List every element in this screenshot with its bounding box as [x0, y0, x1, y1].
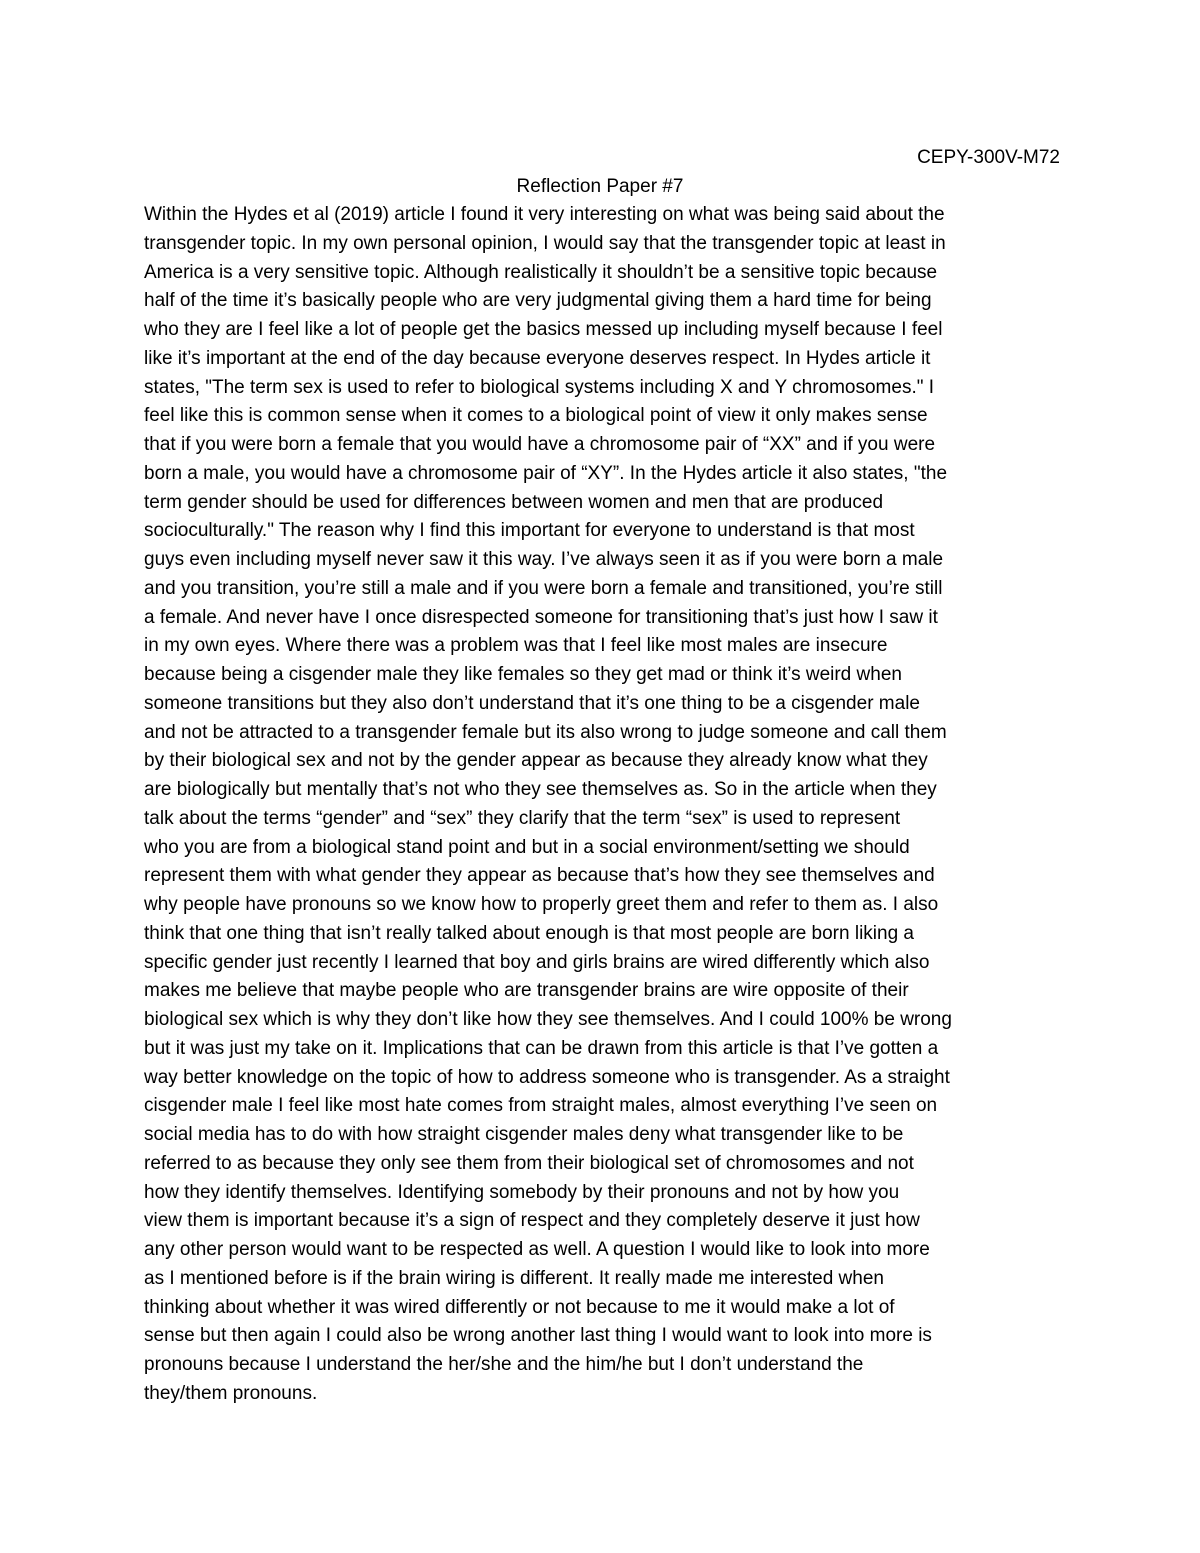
body-line: cisgender male I feel like most hate comes from straight males, almost everything I’ve seen on: [144, 1095, 938, 1117]
body-line: social media has to do with how straight cisgender males deny what transgender like to be: [144, 1124, 904, 1145]
body-line: any other person would want to be respected as well. A question I would like to look into more: [144, 1239, 930, 1260]
body-line: as I mentioned before is if the brain wiring is different. It really made me interested when: [144, 1267, 884, 1289]
body-line: think that one thing that isn’t really talked about enough is that most people are born liking a: [144, 922, 914, 944]
body-line: by their biological sex and not by the gender appear as because they already know what they: [144, 750, 928, 772]
body-line: biological sex which is why they don’t like how they see themselves. And I could 100% be wrong: [144, 1009, 952, 1030]
body-line: Within the Hydes et al (2019) article I found it very interesting on what was being said about the: [144, 204, 945, 225]
body-line: referred to as because they only see them from their biological set of chromosomes and not: [144, 1152, 914, 1174]
body-line: are biologically but mentally that’s not who they see themselves as. So in the article when they: [144, 779, 937, 800]
body-line: way better knowledge on the topic of how to address someone who is transgender. As a straight: [144, 1066, 950, 1088]
body-line: why people have pronouns so we know how to properly greet them and refer to them as. I also: [144, 894, 939, 915]
body-line: like it’s important at the end of the day because everyone deserves respect. In Hydes article it: [144, 347, 931, 369]
body-text: [144, 201, 1084, 1409]
body-line: makes me believe that maybe people who are transgender brains are wire opposite of their: [144, 980, 909, 1002]
body-line: who they are I feel like a lot of people get the basics messed up including myself because I feel: [144, 319, 943, 340]
body-line: they/them pronouns.: [144, 1382, 318, 1404]
body-line: term gender should be used for differences between women and men that are produced: [144, 491, 884, 513]
body-line: view them is important because it’s a sign of respect and they completely deserve it just how: [144, 1210, 920, 1232]
body-line: feel like this is common sense when it comes to a biological point of view it only makes sense: [144, 405, 928, 427]
body-line: sense but then again I could also be wrong another last thing I would want to look into more is: [144, 1325, 932, 1347]
body-line: transgender topic. In my own personal opinion, I would say that the transgender topic at least in: [144, 232, 946, 254]
body-line: talk about the terms “gender” and “sex” they clarify that the term “sex” is used to represent: [144, 807, 901, 829]
body-line: states, "The term sex is used to refer to biological systems including X and Y chromosomes." I: [144, 376, 935, 398]
body-line: represent them with what gender they appear as because that’s how they see themselves and: [144, 865, 935, 887]
course-code: CEPY-300V-M72: [917, 147, 1060, 168]
paper-title: Reflection Paper #7: [516, 176, 684, 197]
body-line: in my own eyes. Where there was a problem was that I feel like most males are insecure: [144, 635, 888, 657]
body-line: born a male, you would have a chromosome pair of “XY”. In the Hydes article it also states, "the: [144, 462, 948, 484]
body-line: guys even including myself never saw it this way. I’ve always seen it as if you were born a male: [144, 549, 944, 570]
body-line: thinking about whether it was wired differently or not because to me it would make a lot of: [144, 1296, 895, 1318]
body-line: who you are from a biological stand point and but in a social environment/setting we should: [144, 836, 910, 858]
body-line: how they identify themselves. Identifying somebody by their pronouns and not by how you: [144, 1181, 900, 1203]
body-line: pronouns because I understand the her/she and the him/he but I don’t understand the: [144, 1354, 864, 1375]
body-line: and you transition, you’re still a male and if you were born a female and transitioned, you’re still: [144, 577, 943, 599]
body-line: half of the time it’s basically people who are very judgmental giving them a hard time for being: [144, 290, 932, 312]
body-line: America is a very sensitive topic. Although realistically it shouldn’t be a sensitive topic because: [144, 261, 938, 283]
body-line: someone transitions but they also don’t understand that it’s one thing to be a cisgender male: [144, 692, 920, 714]
body-line: that if you were born a female that you would have a chromosome pair of “XX” and if you were: [144, 434, 936, 455]
body-line: a female. And never have I once disrespected someone for transitioning that’s just how I saw it: [144, 606, 938, 628]
body-line: specific gender just recently I learned that boy and girls brains are wired differently which also: [144, 951, 930, 973]
body-line: socioculturally." The reason why I find this important for everyone to understand is that most: [144, 520, 915, 542]
body-line: because being a cisgender male they like females so they get mad or think it’s weird when: [144, 664, 902, 685]
body-line: and not be attracted to a transgender female but its also wrong to judge someone and call them: [144, 721, 947, 743]
body-line: but it was just my take on it. Implications that can be drawn from this article is that I’ve gotten a: [144, 1037, 939, 1059]
